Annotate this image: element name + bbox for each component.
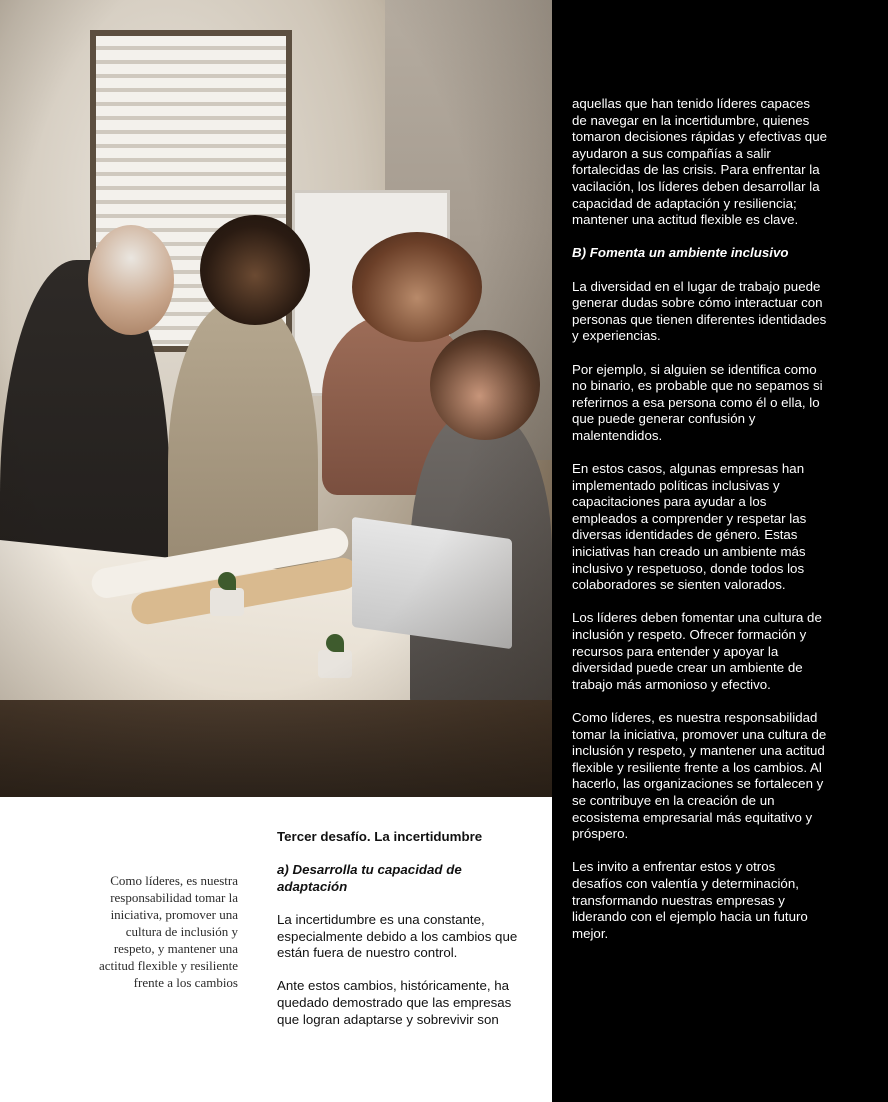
paragraph: La incertidumbre es una constante, especialmente debido a los cambios que están fuera de nuestro control. bbox=[277, 911, 518, 961]
team-meeting-photo bbox=[0, 0, 552, 797]
dark-column-text bbox=[572, 96, 828, 959]
pull-quote: Como líderes, es nuestra responsabilidad tomar la iniciativa, promover una cultura de inclusión y respeto, y mantener una actitud flexible y resiliente frente a los cambios bbox=[99, 873, 238, 990]
paragraph: Les invito a enfrentar estos y otros desafíos con valentía y determinación, transformando nuestras empresas y liderando con el ejemplo hacia un futuro mejor. bbox=[572, 859, 808, 941]
subheading: B) Fomenta un ambiente inclusivo bbox=[572, 245, 789, 261]
photo-vignette bbox=[0, 0, 552, 797]
paragraph: La diversidad en el lugar de trabajo puede generar dudas sobre cómo interactuar con personas que tienen diferentes identidades y experiencias. bbox=[572, 278, 827, 344]
section-heading: Tercer desafío. La incertidumbre bbox=[277, 829, 483, 844]
paragraph: Como líderes, es nuestra responsabilidad tomar la iniciativa, promover una cultura de inclusión y respeto, y mantener una actitud flexible y resiliente frente a los cambios. Al hacerlo, las organizaciones se fortalecen y se contribuye en la creación de un ecosistema empresarial más equitativo y próspero. bbox=[572, 709, 827, 842]
paragraph: aquellas que han tenido líderes capaces de navegar en la incertidumbre, quienes tomaron decisiones rápidas y efectivas que ayudaron a sus compañías a salir fortalecidas de las crisis. Para enfrentar la vacilación, los líderes deben desarrollar la capacidad de adaptación y resiliencia; mantener una actitud flexible es clave. bbox=[572, 96, 827, 228]
paragraph: Los líderes deben fomentar una cultura de inclusión y respeto. Ofrecer formación y recursos para entender y apoyar la diversidad puede crear un ambiente de trabajo más armonioso y efectivo. bbox=[572, 610, 822, 692]
article-column bbox=[277, 829, 535, 1045]
paragraph: En estos casos, algunas empresas han implementado políticas inclusivas y capacitaciones para ayudar a los empleados a comprender y respetar las diversas identidades de género. Estas iniciativas han creado un ambiente más inclusivo y respetuoso, donde todos los colaboradores se sienten valorados. bbox=[572, 461, 807, 593]
paragraph: Por ejemplo, si alguien se identifica como no binario, es probable que no sepamos si referirnos a esa persona como él o ella, lo que puede generar confusión y malentendidos. bbox=[572, 361, 823, 443]
paragraph: Ante estos cambios, históricamente, ha quedado demostrado que las empresas que logran adaptarse y sobrevivir son bbox=[277, 978, 512, 1027]
subheading: a) Desarrolla tu capacidad de adaptación bbox=[277, 862, 462, 894]
